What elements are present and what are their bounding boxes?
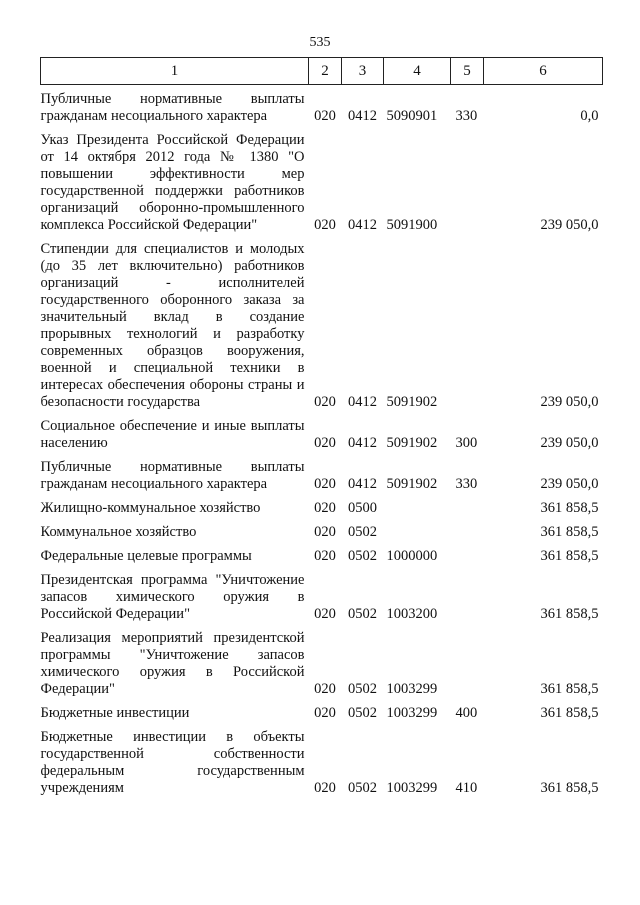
row-expense-type-code: 300 [455,435,478,451]
row-amount: 361 858,5 [540,705,599,721]
row-grbs-code: 020 [314,780,336,796]
row-target-article-code: 1000000 [386,548,438,564]
row-amount: 361 858,5 [540,548,599,564]
row-section-code: 0502 [348,705,377,721]
table-row [41,626,603,701]
row-amount: 239 050,0 [540,435,599,451]
row-name: Публичные нормативные выплаты гражданам несоциального характера [40,91,305,124]
row-section-code: 0502 [348,548,377,564]
row-amount: 361 858,5 [540,780,599,796]
row-name: Реализация мероприятий президентской программы "Уничтожение запасов химического оружия в Российской Федерации" [40,630,305,697]
row-target-article-code: 5091900 [386,217,438,233]
table-row [41,237,603,414]
table-row [41,520,603,544]
row-name: Публичные нормативные выплаты гражданам несоциального характера [40,459,305,492]
table-row [41,568,603,626]
row-grbs-code: 020 [314,217,336,233]
row-expense-type-code [451,128,484,237]
budget-table [40,57,603,800]
row-amount: 239 050,0 [540,394,599,410]
column-header-3: 3 [342,58,384,85]
row-amount: 0,0 [580,108,599,124]
row-name: Бюджетные инвестиции [40,705,190,721]
table-header-row [41,58,603,85]
row-expense-type-code [451,520,484,544]
row-target-article-code: 5090901 [386,108,438,124]
table-row [41,455,603,496]
row-name: Указ Президента Российской Федерации от 14 октября 2012 года № 1380 "О повышении эффективности мер государственной поддержки работников организаций оборонно-промышленного комплекса Российской Федерации" [40,132,305,233]
row-section-code: 0502 [348,606,377,622]
row-section-code: 0412 [348,435,377,451]
row-amount: 361 858,5 [540,500,599,516]
row-target-article-code: 5091902 [386,476,438,492]
row-expense-type-code: 330 [455,108,478,124]
row-expense-type-code: 330 [455,476,478,492]
row-section-code: 0412 [348,108,377,124]
row-target-article-code: 1003299 [386,705,438,721]
row-grbs-code: 020 [314,435,336,451]
column-header-6: 6 [484,58,603,85]
row-section-code: 0502 [348,681,377,697]
row-grbs-code: 020 [314,500,336,516]
row-name: Федеральные целевые программы [40,548,252,564]
table-row [41,725,603,800]
row-amount: 361 858,5 [540,524,599,540]
row-grbs-code: 020 [314,524,336,540]
row-name: Коммунальное хозяйство [40,524,197,540]
row-section-code: 0412 [348,217,377,233]
row-section-code: 0412 [348,476,377,492]
table-row [41,496,603,520]
row-amount: 361 858,5 [540,681,599,697]
row-grbs-code: 020 [314,681,336,697]
row-grbs-code: 020 [314,394,336,410]
table-row [41,414,603,455]
row-name: Стипендии для специалистов и молодых (до 35 лет включительно) работников организаций - исполнителей государственного оборонного заказа за значительный вклад в создание прорывных технологий и разработку современных образцов вооружения, военной и специальной техники в интересах обеспечения обороны страны и безопасности государства [40,241,305,410]
row-section-code: 0412 [348,394,377,410]
table-body [41,85,603,801]
row-amount: 361 858,5 [540,606,599,622]
page-number: 535 [309,35,331,50]
row-amount: 239 050,0 [540,217,599,233]
row-expense-type-code [451,544,484,568]
row-grbs-code: 020 [314,705,336,721]
row-expense-type-code: 400 [455,705,478,721]
row-target-article-code: 1003200 [386,606,438,622]
row-grbs-code: 020 [314,476,336,492]
table-row [41,544,603,568]
row-target-article-code: 5091902 [386,435,438,451]
row-expense-type-code [451,496,484,520]
row-target-article-code: 1003299 [386,681,438,697]
row-name: Президентская программа "Уничтожение запасов химического оружия в Российской Федерации" [40,572,305,622]
row-target-article-code [384,496,451,520]
row-grbs-code: 020 [314,108,336,124]
row-amount: 239 050,0 [540,476,599,492]
row-section-code: 0502 [348,780,377,796]
row-section-code: 0502 [348,524,377,540]
row-expense-type-code [451,237,484,414]
column-header-5: 5 [451,58,484,85]
column-header-1: 1 [41,58,309,85]
row-target-article-code: 1003299 [386,780,438,796]
row-name: Жилищно-коммунальное хозяйство [40,500,261,516]
row-expense-type-code [451,626,484,701]
column-header-2: 2 [309,58,342,85]
row-target-article-code: 5091902 [386,394,438,410]
row-section-code: 0500 [348,500,377,516]
row-grbs-code: 020 [314,548,336,564]
row-grbs-code: 020 [314,606,336,622]
table-row [41,85,603,129]
row-name: Бюджетные инвестиции в объекты государственной собственности федеральным государственным учреждениям [40,729,305,796]
row-expense-type-code: 410 [455,780,478,796]
table-row [41,128,603,237]
row-name: Социальное обеспечение и иные выплаты населению [40,418,305,451]
row-expense-type-code [451,568,484,626]
column-header-4: 4 [384,58,451,85]
row-target-article-code [384,520,451,544]
table-row [41,701,603,725]
